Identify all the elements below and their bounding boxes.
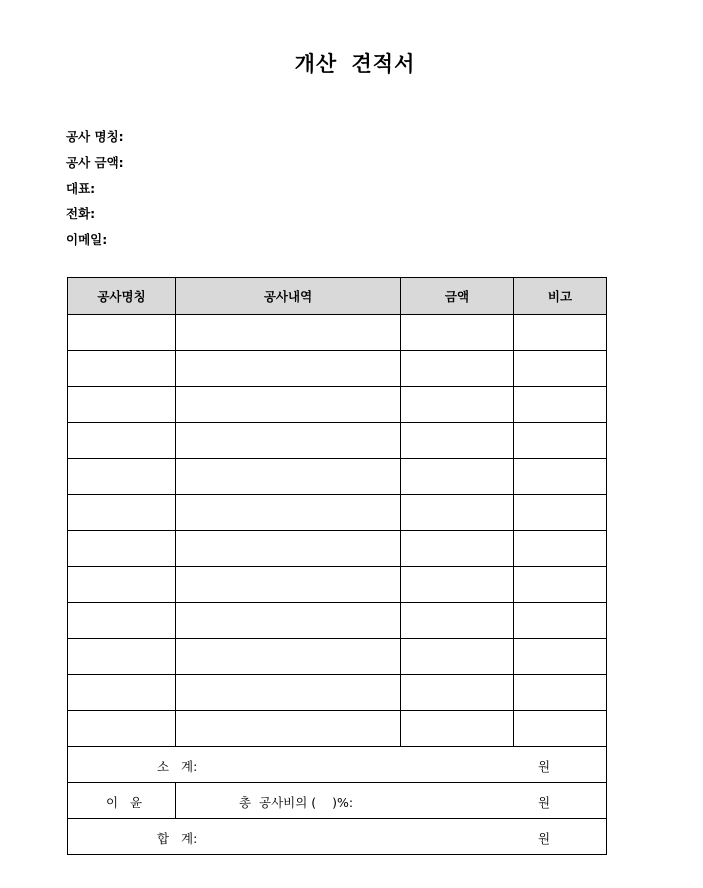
total-won: 원 <box>538 831 551 846</box>
cell-work-detail[interactable] <box>176 567 401 603</box>
cell-work-detail[interactable] <box>176 495 401 531</box>
cell-amount[interactable] <box>401 351 514 387</box>
project-name-label: 공사 명칭: <box>66 129 124 144</box>
total-cell[interactable] <box>68 819 607 855</box>
subtotal-label: 소 계: <box>157 759 198 774</box>
amount-label: 공사 금액: <box>66 154 124 170</box>
cell-work-detail[interactable] <box>176 711 401 747</box>
cell-amount[interactable] <box>401 459 514 495</box>
total-row <box>68 819 607 855</box>
cell-amount[interactable] <box>401 567 514 603</box>
cell-project-name[interactable] <box>68 351 176 387</box>
profit-value-cell[interactable] <box>176 783 607 819</box>
email-label: 이메일: <box>66 232 108 248</box>
cell-remarks[interactable] <box>514 459 607 495</box>
cell-work-detail[interactable] <box>176 639 401 675</box>
cell-remarks[interactable] <box>514 639 607 675</box>
cell-remarks[interactable] <box>514 711 607 747</box>
profit-label: 이 윤 <box>106 795 143 810</box>
cell-amount[interactable] <box>401 423 514 459</box>
estimate-table <box>67 277 607 855</box>
cell-project-name[interactable] <box>68 495 176 531</box>
representative-label: 대표: <box>66 180 96 196</box>
table-row <box>68 315 607 351</box>
table-header-row <box>68 278 607 315</box>
table-row <box>68 711 607 747</box>
document-title: 개산 견적서 <box>294 52 416 76</box>
cell-work-detail[interactable] <box>176 603 401 639</box>
item-rows <box>68 315 607 747</box>
cell-remarks[interactable] <box>514 567 607 603</box>
cell-amount[interactable] <box>401 387 514 423</box>
cell-work-detail[interactable] <box>176 351 401 387</box>
table-row <box>68 387 607 423</box>
cell-remarks[interactable] <box>514 495 607 531</box>
profit-formula: 총 공사비의 ( )%: <box>239 795 354 810</box>
subtotal-cell[interactable] <box>68 747 607 783</box>
header-work-detail: 공사내역 <box>176 278 401 315</box>
cell-project-name[interactable] <box>68 603 176 639</box>
cell-project-name[interactable] <box>68 387 176 423</box>
cell-amount[interactable] <box>401 711 514 747</box>
subtotal-row <box>68 747 607 783</box>
table-row <box>68 603 607 639</box>
cell-work-detail[interactable] <box>176 459 401 495</box>
cell-work-detail[interactable] <box>176 387 401 423</box>
cell-work-detail[interactable] <box>176 315 401 351</box>
profit-row <box>68 783 607 819</box>
cell-work-detail[interactable] <box>176 675 401 711</box>
cell-amount[interactable] <box>401 531 514 567</box>
phone-label: 전화: <box>66 206 96 222</box>
table-row <box>68 639 607 675</box>
header-remarks: 비고 <box>514 278 607 315</box>
cell-project-name[interactable] <box>68 675 176 711</box>
cell-project-name[interactable] <box>68 315 176 351</box>
cell-remarks[interactable] <box>514 675 607 711</box>
table-row <box>68 531 607 567</box>
cell-amount[interactable] <box>401 639 514 675</box>
profit-won: 원 <box>538 795 551 810</box>
cell-remarks[interactable] <box>514 423 607 459</box>
cell-project-name[interactable] <box>68 423 176 459</box>
cell-remarks[interactable] <box>514 387 607 423</box>
profit-label-cell <box>68 783 176 819</box>
cell-project-name[interactable] <box>68 711 176 747</box>
cell-remarks[interactable] <box>514 315 607 351</box>
cell-remarks[interactable] <box>514 603 607 639</box>
cell-amount[interactable] <box>401 315 514 351</box>
project-info <box>66 124 124 253</box>
cell-amount[interactable] <box>401 495 514 531</box>
cell-project-name[interactable] <box>68 567 176 603</box>
table-row <box>68 495 607 531</box>
subtotal-won: 원 <box>538 759 551 774</box>
table-row <box>68 459 607 495</box>
cell-project-name[interactable] <box>68 639 176 675</box>
table-row <box>68 351 607 387</box>
cell-remarks[interactable] <box>514 351 607 387</box>
table-row <box>68 423 607 459</box>
total-label: 합 계: <box>157 831 198 846</box>
cell-project-name[interactable] <box>68 531 176 567</box>
cell-work-detail[interactable] <box>176 423 401 459</box>
cell-remarks[interactable] <box>514 531 607 567</box>
cell-project-name[interactable] <box>68 459 176 495</box>
cell-amount[interactable] <box>401 675 514 711</box>
table-row <box>68 675 607 711</box>
header-project-name: 공사명칭 <box>68 278 176 315</box>
cell-amount[interactable] <box>401 603 514 639</box>
cell-work-detail[interactable] <box>176 531 401 567</box>
table-row <box>68 567 607 603</box>
header-amount: 금액 <box>401 278 514 315</box>
